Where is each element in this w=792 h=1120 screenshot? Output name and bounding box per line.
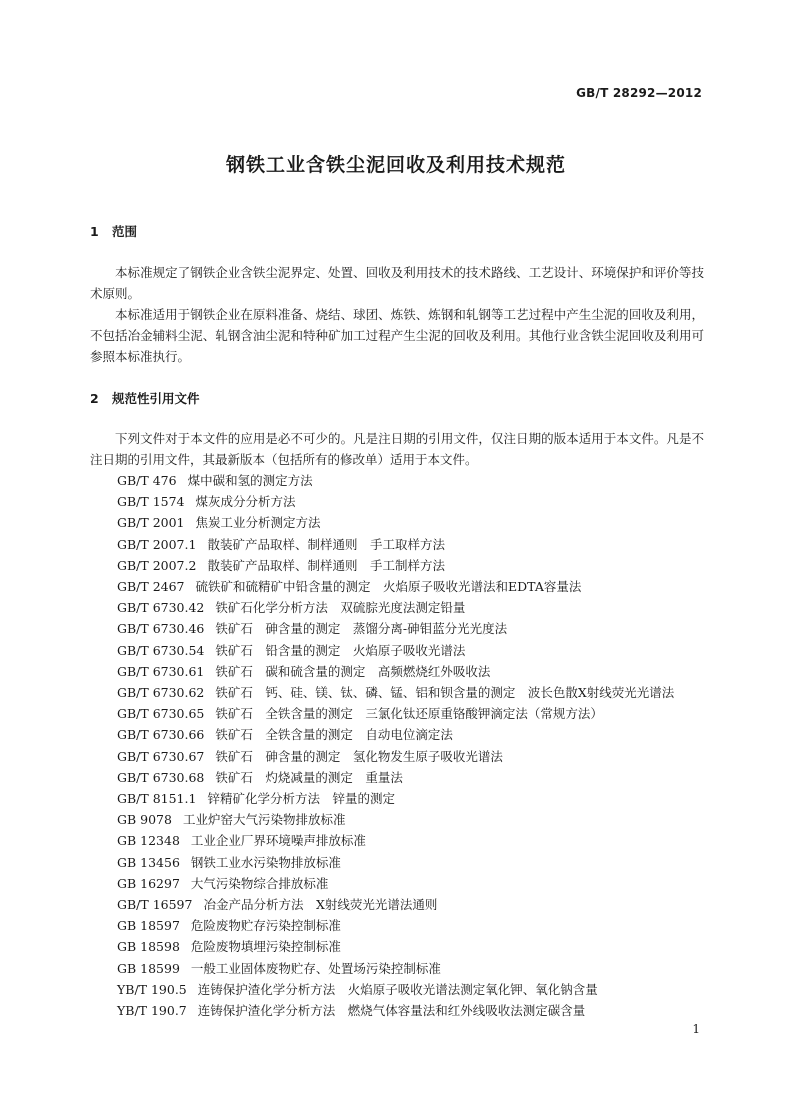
section-1-number: 1 — [90, 224, 99, 239]
reference-item — [117, 703, 674, 724]
reference-title: 连铸保护渣化学分析方法 燃烧气体容量法和红外线吸收法测定碳含量 — [197, 1003, 586, 1019]
section-2-title: 规范性引用文件 — [112, 391, 200, 406]
page-number: 1 — [692, 1022, 700, 1036]
reference-item — [117, 979, 674, 1000]
reference-title: 铁矿石化学分析方法 双硫腙光度法测定铅量 — [215, 600, 466, 616]
reference-item — [117, 809, 674, 830]
reference-item — [117, 597, 674, 618]
reference-code: GB/T 2007.1 — [117, 536, 197, 552]
document-title: 钢铁工业含铁尘泥回收及利用技术规范 — [225, 154, 566, 176]
section-2-heading — [90, 389, 200, 407]
reference-code: GB/T 8151.1 — [117, 791, 197, 807]
reference-code: GB/T 2007.2 — [117, 557, 197, 573]
reference-title: 铁矿石 全铁含量的测定 三氯化钛还原重铬酸钾滴定法（常规方法） — [215, 706, 603, 722]
standard-code: GB/T 28292—2012 — [576, 86, 702, 100]
reference-code: GB/T 6730.61 — [117, 663, 205, 679]
reference-title: 铁矿石 灼烧减量的测定 重量法 — [215, 769, 403, 785]
reference-code: GB/T 2001 — [117, 515, 185, 531]
reference-item — [117, 1000, 674, 1021]
reference-title: 焦炭工业分析测定方法 — [195, 515, 321, 531]
reference-list — [117, 470, 674, 1021]
reference-code: GB/T 476 — [117, 473, 177, 488]
reference-code: GB/T 1574 — [117, 494, 185, 510]
reference-item — [117, 470, 674, 491]
reference-title: 冶金产品分析方法 X射线荧光光谱法通则 — [203, 897, 438, 913]
reference-title: 铁矿石 砷含量的测定 蒸馏分离-砷钼蓝分光光度法 — [215, 621, 508, 637]
reference-title: 锌精矿化学分析方法 锌量的测定 — [207, 791, 395, 807]
reference-item — [117, 746, 674, 767]
reference-code: GB 18598 — [117, 939, 180, 955]
reference-item — [117, 640, 674, 661]
reference-item — [117, 724, 674, 745]
section-1-title: 范围 — [112, 224, 138, 239]
reference-title: 工业炉窑大气污染物排放标准 — [182, 812, 346, 828]
reference-title: 工业企业厂界环境噪声排放标准 — [190, 833, 366, 849]
reference-code: GB 13456 — [117, 854, 180, 870]
reference-code: GB/T 6730.68 — [117, 769, 205, 785]
reference-title: 铁矿石 全铁含量的测定 自动电位滴定法 — [215, 727, 453, 743]
reference-item — [117, 936, 674, 957]
reference-title: 钢铁工业水污染物排放标准 — [190, 854, 341, 870]
reference-title: 铁矿石 砷含量的测定 氢化物发生原子吸收光谱法 — [215, 748, 503, 764]
section-1-heading — [90, 222, 137, 240]
reference-title: 硫铁矿和硫精矿中铅含量的测定 火焰原子吸收光谱法和EDTA容量法 — [195, 579, 582, 595]
reference-item — [117, 618, 674, 639]
reference-title: 危险废物贮存污染控制标准 — [190, 918, 341, 934]
reference-code: GB 18597 — [117, 918, 180, 934]
reference-code: YB/T 190.5 — [117, 981, 187, 997]
reference-item — [117, 830, 674, 851]
reference-item — [117, 576, 674, 597]
reference-code: GB/T 6730.54 — [117, 642, 205, 658]
reference-code: GB/T 6730.42 — [117, 600, 205, 616]
reference-code: GB/T 6730.46 — [117, 621, 205, 637]
reference-code: GB/T 6730.67 — [117, 748, 205, 764]
reference-title: 一般工业固体废物贮存、处置场污染控制标准 — [190, 960, 441, 976]
section-2-number: 2 — [90, 391, 99, 406]
reference-item — [117, 767, 674, 788]
reference-title: 铁矿石 碳和硫含量的测定 高频燃烧红外吸收法 — [215, 663, 491, 679]
reference-item — [117, 682, 674, 703]
reference-title: 散装矿产品取样、制样通则 手工取样方法 — [207, 536, 445, 552]
reference-item — [117, 852, 674, 873]
reference-code: GB 12348 — [117, 833, 180, 849]
section-1-paragraph-1: 本标准规定了钢铁企业含铁尘泥界定、处置、回收及利用技术的技术路线、工艺设计、环境保护和评价等技术原则。 — [90, 265, 704, 301]
reference-item — [117, 512, 674, 533]
reference-code: GB/T 6730.62 — [117, 685, 205, 701]
reference-item — [117, 491, 674, 512]
reference-item — [117, 788, 674, 809]
reference-title: 铁矿石 铅含量的测定 火焰原子吸收光谱法 — [215, 642, 466, 658]
reference-code: YB/T 190.7 — [117, 1003, 187, 1019]
reference-title: 煤灰成分分析方法 — [195, 494, 296, 510]
reference-code: GB 16297 — [117, 875, 180, 891]
reference-code: GB 18599 — [117, 960, 180, 976]
reference-item — [117, 555, 674, 576]
reference-code: GB/T 2467 — [117, 579, 185, 595]
reference-item — [117, 534, 674, 555]
reference-code: GB/T 6730.65 — [117, 706, 205, 722]
reference-title: 连铸保护渣化学分析方法 火焰原子吸收光谱法测定氧化钾、氧化钠含量 — [197, 981, 598, 997]
reference-title: 危险废物填埋污染控制标准 — [190, 939, 341, 955]
reference-code: GB/T 6730.66 — [117, 727, 205, 743]
reference-item — [117, 915, 674, 936]
reference-item — [117, 958, 674, 979]
reference-title: 煤中碳和氢的测定方法 — [187, 473, 313, 488]
reference-title: 铁矿石 钙、硅、镁、钛、磷、锰、铝和钡含量的测定 波长色散X射线荧光光谱法 — [215, 685, 675, 701]
reference-item — [117, 873, 674, 894]
reference-item — [117, 661, 674, 682]
reference-title: 大气污染物综合排放标准 — [190, 875, 329, 891]
section-2-paragraph-1: 下列文件对于本文件的应用是必不可少的。凡是注日期的引用文件，仅注日期的版本适用于本文件。凡是不注日期的引用文件，其最新版本（包括所有的修改单）适用于本文件。 — [90, 431, 704, 467]
reference-title: 散装矿产品取样、制样通则 手工制样方法 — [207, 557, 445, 573]
reference-code: GB 9078 — [117, 812, 172, 828]
reference-code: GB/T 16597 — [117, 897, 193, 913]
reference-item — [117, 894, 674, 915]
section-1-paragraph-2: 本标准适用于钢铁企业在原料准备、烧结、球团、炼铁、炼钢和轧钢等工艺过程中产生尘泥的回收及利用，不包括冶金辅料尘泥、轧钢含油尘泥和特种矿加工过程产生尘泥的回收及利用。其他行业含铁尘泥回收及利用可参照本标准执行。 — [90, 307, 704, 364]
